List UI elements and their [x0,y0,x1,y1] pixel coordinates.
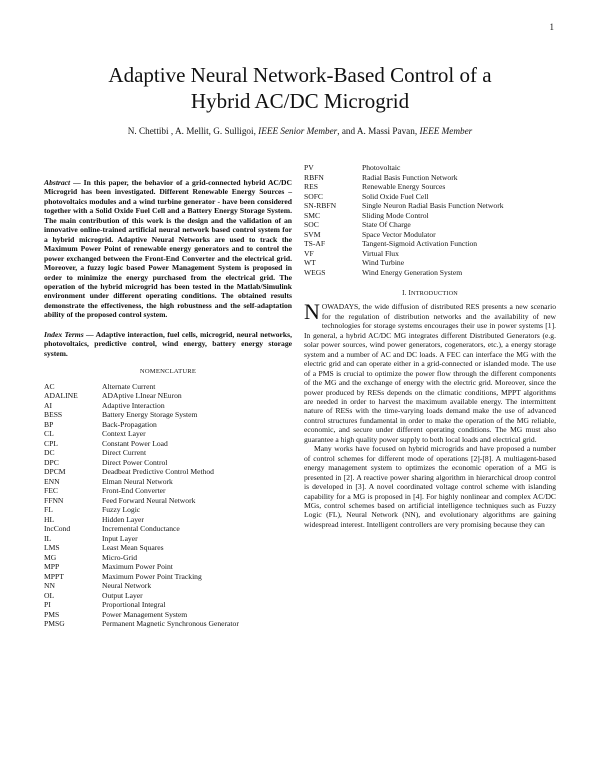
nomenclature-abbr: CL [44,429,54,439]
nomenclature-abbr: ADALINE [44,391,78,401]
nomenclature-abbr: VF [304,248,314,258]
nomenclature-definition: Wind Energy Generation System [362,267,463,277]
nomenclature-row [44,477,292,487]
nomenclature-row [44,515,292,525]
nomenclature-abbr: LMS [44,543,60,553]
nomenclature-definition: Space Vector Modulator [362,229,436,239]
nomenclature-row [44,524,292,534]
nomenclature-definition: Power Management System [102,609,188,619]
nomenclature-definition: Front-End Converter [102,486,166,496]
nomenclature-abbr: RES [304,182,318,191]
nomenclature-abbr: BESS [44,410,63,420]
nomenclature-row [44,439,292,449]
nomenclature-abbr: FEC [44,486,58,496]
nomenclature-row [44,591,292,601]
nomenclature-abbr: MPP [44,562,60,572]
nomenclature-abbr: AI [44,400,53,410]
nomenclature-row [44,543,292,553]
nomenclature-definition: Feed Forward Neural Network [102,495,196,505]
nomenclature-abbr: HL [44,514,55,524]
nomenclature-row [44,420,292,430]
nomenclature-row [304,230,556,240]
nomenclature-row [304,249,556,259]
nomenclature-row [304,182,556,192]
section-heading-introduction [304,289,556,298]
nomenclature-definition: Solid Oxide Fuel Cell [362,191,429,201]
nomenclature-row [44,562,292,572]
nomenclature-row [304,258,556,268]
abstract [44,178,292,320]
nomenclature-row [44,448,292,458]
nomenclature-abbr: FFNN [44,495,64,505]
nomenclature-definition: Tangent-Sigmoid Activation Function [362,239,478,248]
nomenclature-definition: Sliding Mode Control [362,210,429,220]
nomenclature-definition: Direct Current [102,448,147,458]
nomenclature-abbr: IncCond [44,524,71,534]
nomenclature-row [304,239,556,249]
page-number: 1 [549,22,554,32]
section-number: I. [402,289,409,297]
intro-smallcaps-word: OWADAYS [321,302,359,312]
nomenclature-definition: Input Layer [102,533,138,543]
nomenclature-heading: NOMENCLATURE [139,368,197,376]
right-column [304,163,556,529]
nomenclature-row [44,610,292,620]
nomenclature-row [304,211,556,221]
nomenclature-definition: Single Neuron Radial Basis Function Network [362,201,504,210]
intro-paragraph-1-text: , the wide diffusion of distributed RES presents a new scenario for the regulation of distribution networks and the availability of new technologies for storage systems encourages their use in power systems [1]. In general, a hybrid AC/DC MG integrates different Distributed Generators (e.g. solar power sources, wind power generators, cogenerators, etc.), a energy storage system and a number of AC and DC loads. A FEC can interface the MG with the electric grid and can operate either in a grid-connected or islanded mode. The use of a PMS is crucial to optimize the power flow through the different components of the MG and the exchange of energy with the electric grid. Moreover, since the power produced by RESs depends on the climatic conditions, MPPT algorithms are needed in order to harvest the maximum available energy. The intermittent nature of RESs with the time-varying loads demand make the use of advanced control structures fundamental in order to make the operation of the MG reliable, economic, and secure under different operating conditions. The MG must also guarantee a high quality power supply to both local loads and electrical grid. [304,302,556,444]
nomenclature-row [304,163,556,173]
nomenclature-row [304,192,556,202]
nomenclature-abbr: OL [44,590,55,600]
nomenclature-abbr: MPPT [44,571,64,581]
nomenclature-definition: Hidden Layer [102,514,144,524]
nomenclature-row [44,486,292,496]
nomenclature-row [304,268,556,278]
nomenclature-abbr: IL [44,533,52,543]
nomenclature-definition: Renewable Energy Sources [362,182,446,191]
nomenclature-row [44,410,292,420]
nomenclature-definition: Neural Network [102,581,152,591]
intro-paragraph-1 [304,299,556,444]
nomenclature-definition: Direct Power Control [102,457,168,467]
nomenclature-row [44,429,292,439]
nomenclature-definition: Photovoltaic [362,163,401,172]
nomenclature-definition: State Of Charge [362,220,411,229]
nomenclature-row [44,467,292,477]
nomenclature-definition: Output Layer [102,590,143,600]
nomenclature-definition: Constant Power Load [102,438,168,448]
nomenclature-abbr: SOC [304,220,319,229]
title-line-1: Adaptive Neural Network-Based Control of a [108,63,492,87]
nomenclature-table-left [44,382,292,629]
nomenclature-definition: Battery Energy Storage System [102,410,198,420]
nomenclature-definition: Incremental Conductance [102,524,180,534]
nomenclature-abbr: NN [44,581,55,591]
nomenclature-row [304,173,556,183]
nomenclature-abbr: AC [44,381,55,391]
nomenclature-abbr: MG [44,552,57,562]
nomenclature-abbr: SMC [304,210,321,220]
nomenclature-definition: Least Mean Squares [102,543,164,553]
nomenclature-row [44,600,292,610]
nomenclature-abbr: DPCM [44,467,66,477]
nomenclature-row [44,581,292,591]
index-terms [44,330,292,358]
nomenclature-abbr: PI [44,600,51,610]
nomenclature-row [44,391,292,401]
author-list [0,126,600,136]
nomenclature-row [44,619,292,629]
nomenclature-row [44,458,292,468]
nomenclature-row [44,572,292,582]
nomenclature-definition: Adaptive Interaction [102,400,165,410]
nomenclature-row [304,201,556,211]
author-role-senior: IEEE Senior Member [258,126,338,136]
nomenclature-definition: Wind Turbine [362,258,405,267]
index-terms-label: Index Terms [44,329,84,339]
nomenclature-abbr: SOFC [304,191,323,201]
nomenclature-definition: Maximum Power Point [102,562,173,572]
nomenclature-abbr: CPL [44,438,58,448]
nomenclature-definition: ADAptive LInear NEuron [102,391,182,401]
nomenclature-definition: Alternate Current [102,381,156,391]
nomenclature-definition: Elman Neural Network [102,476,173,486]
nomenclature-definition: Radial Basis Function Network [362,172,458,182]
section-title-rest: NTRODUCTION [411,290,458,297]
nomenclature-abbr: RBFN [304,172,324,182]
nomenclature-row [44,534,292,544]
nomenclature-abbr: ENN [44,476,60,486]
nomenclature-definition: Permanent Magnetic Synchronous Generator [102,619,239,629]
nomenclature-row [44,382,292,392]
nomenclature-row [44,401,292,411]
left-column [44,178,292,629]
nomenclature-abbr: TS-AF [304,239,326,248]
nomenclature-abbr: SN-RBFN [304,201,337,210]
authors-names-2: , and A. Massi Pavan, [337,126,420,136]
section-initial: I [408,289,412,297]
nomenclature-abbr: SVM [304,229,321,239]
drop-cap: N [304,299,320,325]
nomenclature-abbr: DPC [44,457,59,467]
nomenclature-row [44,496,292,506]
paper-title [0,62,600,114]
nomenclature-definition: Deadbeat Predictive Control Method [102,467,214,477]
nomenclature-abbr: WT [304,258,316,267]
nomenclature-abbr: PMSG [44,619,65,629]
nomenclature-definition: Virtual Flux [362,248,399,258]
nomenclature-definition: Maximum Power Point Tracking [102,571,202,581]
nomenclature-definition: Fuzzy Logic [102,505,141,515]
nomenclature-row [304,220,556,230]
nomenclature-abbr: DC [44,448,55,458]
nomenclature-definition: Proportional Integral [102,600,166,610]
abstract-text: — In this paper, the behavior of a grid-connected hybrid AC/DC Microgrid has been investigated. Different Renewable Energy Sources – photovoltaics modules and a wind turbine generator - have been considered together with a Solid Oxide Fuel Cell and a Battery Energy Storage System. The main contribution of this work is the design and the validation of an innovative online-trained artificial neural network based control system for a hybrid microgrid. Adaptive Neural Networks are used to track the Maximum Power Point of renewable energy generators and to control the power exchanged between the Front-End Converter and the electrical grid. Moreover, a fuzzy logic based Power Management System is proposed in order to minimize the energy purchased from the electrical grid. The operation of the hybrid microgrid has been tested in the Matlab/Simulink environment under different operating conditions. The obtained results demonstrate the effectiveness, the high robustness and the self-adaptation ability of the proposed control system. [44,178,292,320]
nomenclature-abbr: PV [304,163,314,172]
nomenclature-row [44,505,292,515]
nomenclature-definition: Back-Propagation [102,419,157,429]
nomenclature-abbr: FL [44,505,53,515]
nomenclature-definition: Context Layer [102,429,146,439]
nomenclature-abbr: PMS [44,609,60,619]
title-line-2: Hybrid AC/DC Microgrid [190,89,410,113]
intro-paragraph-2: Many works have focused on hybrid microgrids and have proposed a number of control schemes for different mode of operations [2]-[8]. A multiagent-based energy management system to optimizes the economic operation of a MG is presented in [2]. A reactive power sharing algorithm in hierarchical droop control is developed in [3]. A novel coordinated voltage control scheme with islanding capability for a MG is proposed in [4]. For highly nonlinear and complex AC/DC MGs, control schemes based on artificial intelligence techniques such as Fuzzy Logic (FL), Neural Network (NN), and evolutionary algorithms are gaining widespread interest. Intelligent controllers are very promising because they can [304,444,556,529]
abstract-label: Abstract [44,178,71,187]
authors-names: N. Chettibi , A. Mellit, G. Sulligoi, [127,126,259,136]
nomenclature-row [44,553,292,563]
nomenclature-table-right [304,163,556,277]
author-role-member: IEEE Member [419,126,473,136]
nomenclature-definition: Micro-Grid [102,552,138,562]
nomenclature-abbr: WEGS [304,267,326,277]
nomenclature-abbr: BP [44,419,54,429]
index-terms-text: — Adaptive interaction, fuel cells, microgrid, neural networks, photovoltaics, predictive control, wind energy, battery energy storage system. [44,329,292,358]
